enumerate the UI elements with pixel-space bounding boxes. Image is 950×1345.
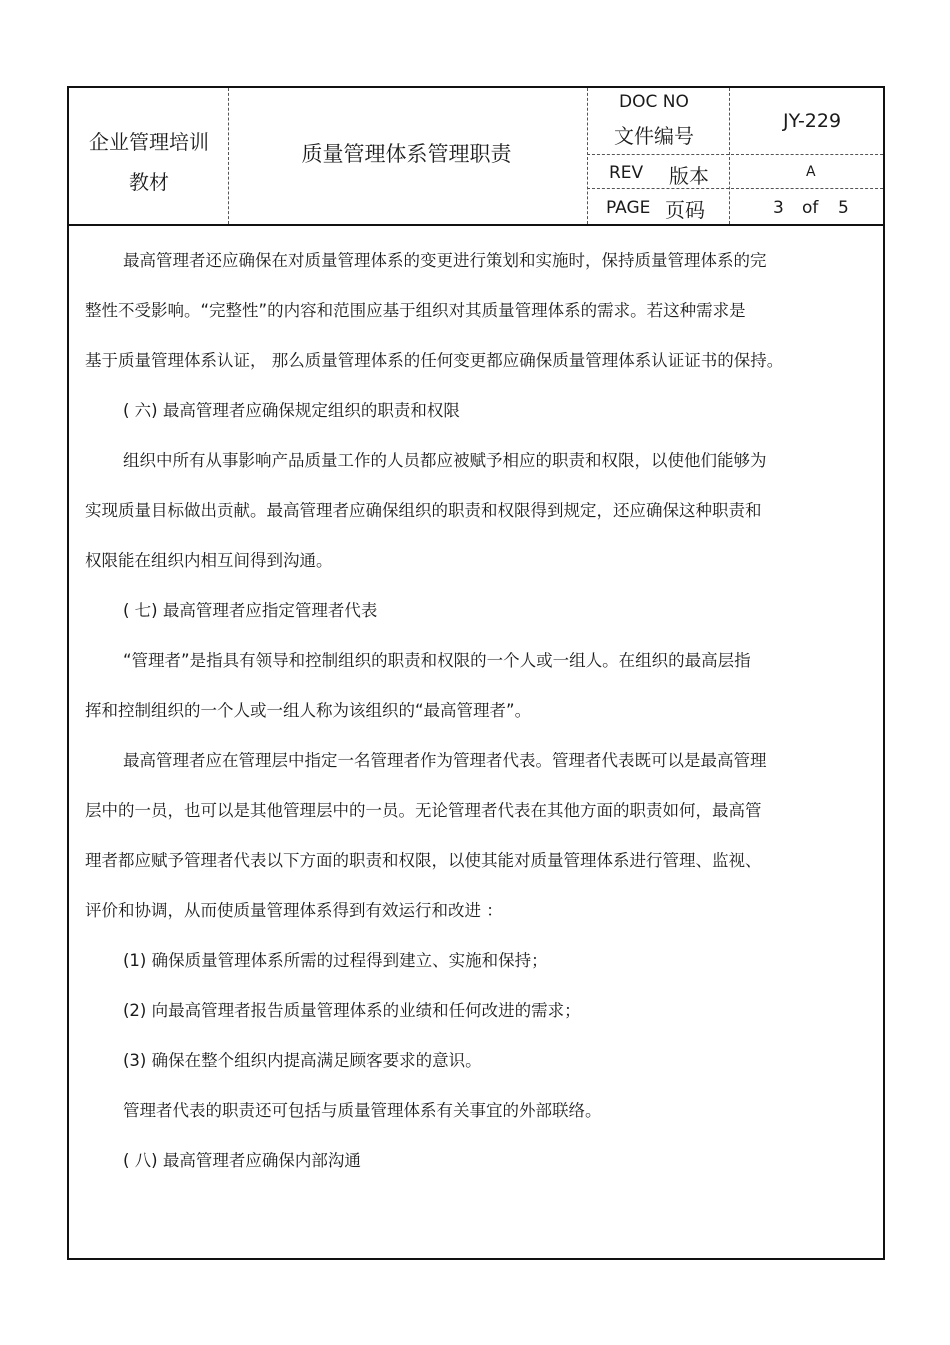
paragraph-line: 权限能在组织内相互间得到沟通。 bbox=[85, 551, 333, 570]
header-table bbox=[69, 88, 883, 226]
document-frame bbox=[67, 86, 885, 1260]
paragraph-line: 整性不受影响。“完整性”的内容和范围应基于组织对其质量管理体系的需求。若这种需求是 bbox=[85, 301, 746, 320]
rev-label-cn: 版本 bbox=[669, 164, 709, 188]
page-label-cn: 页码 bbox=[665, 198, 705, 222]
header-divider bbox=[587, 88, 588, 224]
section-heading: ( 八) 最高管理者应确保内部沟通 bbox=[123, 1151, 361, 1170]
paragraph-line: 评价和协调，从而使质量管理体系得到有效运行和改进 ： bbox=[85, 901, 503, 920]
org-name bbox=[79, 122, 219, 202]
rev-value: A bbox=[806, 164, 816, 180]
paragraph-line: 挥和控制组织的一个人或一组人称为该组织的“最高管理者”。 bbox=[85, 701, 532, 720]
paragraph-line: “管理者”是指具有领导和控制组织的职责和权限的一个人或一组人。在组织的最高层指 bbox=[123, 651, 751, 670]
page-label-en: PAGE bbox=[606, 198, 651, 218]
list-item: (3) 确保在整个组织内提高满足顾客要求的意识。 bbox=[123, 1051, 482, 1070]
paragraph-line: 最高管理者应在管理层中指定一名管理者作为管理者代表。管理者代表既可以是最高管理 bbox=[123, 751, 767, 770]
rev-label-en: REV bbox=[609, 163, 644, 183]
paragraph-line: 组织中所有从事影响产品质量工作的人员都应被赋予相应的职责和权限，以使他们能够为 bbox=[123, 451, 767, 470]
paragraph-line: 基于质量管理体系认证， 那么质量管理体系的任何变更都应确保质量管理体系认证证书的保持。 bbox=[85, 351, 784, 370]
page-total: 5 bbox=[838, 198, 849, 218]
org-line-1: 企业管理培训 bbox=[89, 130, 209, 154]
document-body bbox=[85, 236, 845, 1186]
paragraph-line: 理者都应赋予管理者代表以下方面的职责和权限，以使其能对质量管理体系进行管理、监视、 bbox=[85, 851, 762, 870]
header-row-divider bbox=[587, 154, 883, 155]
page-current: 3 bbox=[773, 198, 784, 218]
document-title: 质量管理体系管理职责 bbox=[301, 142, 512, 166]
paragraph-line: 最高管理者还应确保在对质量管理体系的变更进行策划和实施时，保持质量管理体系的完 bbox=[123, 251, 767, 270]
paragraph-line: 层中的一员，也可以是其他管理层中的一员。无论管理者代表在其他方面的职责如何，最高管 bbox=[85, 801, 762, 820]
doc-no-label-en: DOC NO bbox=[619, 92, 689, 112]
header-divider bbox=[729, 88, 730, 224]
doc-no-value: JY-229 bbox=[783, 110, 842, 132]
paragraph-line: 实现质量目标做出贡献。最高管理者应确保组织的职责和权限得到规定，还应确保这种职责和 bbox=[85, 501, 762, 520]
doc-no-label-cn: 文件编号 bbox=[614, 124, 694, 148]
section-heading: ( 六) 最高管理者应确保规定组织的职责和权限 bbox=[123, 401, 460, 420]
paragraph-line: 管理者代表的职责还可包括与质量管理体系有关事宜的外部联络。 bbox=[123, 1101, 602, 1120]
section-heading: ( 七) 最高管理者应指定管理者代表 bbox=[123, 601, 378, 620]
page-of: of bbox=[802, 198, 819, 218]
header-row-divider bbox=[587, 188, 883, 189]
list-item: (1) 确保质量管理体系所需的过程得到建立、实施和保持； bbox=[123, 951, 548, 970]
org-line-2: 教材 bbox=[129, 170, 169, 194]
list-item: (2) 向最高管理者报告质量管理体系的业绩和任何改进的需求； bbox=[123, 1001, 581, 1020]
